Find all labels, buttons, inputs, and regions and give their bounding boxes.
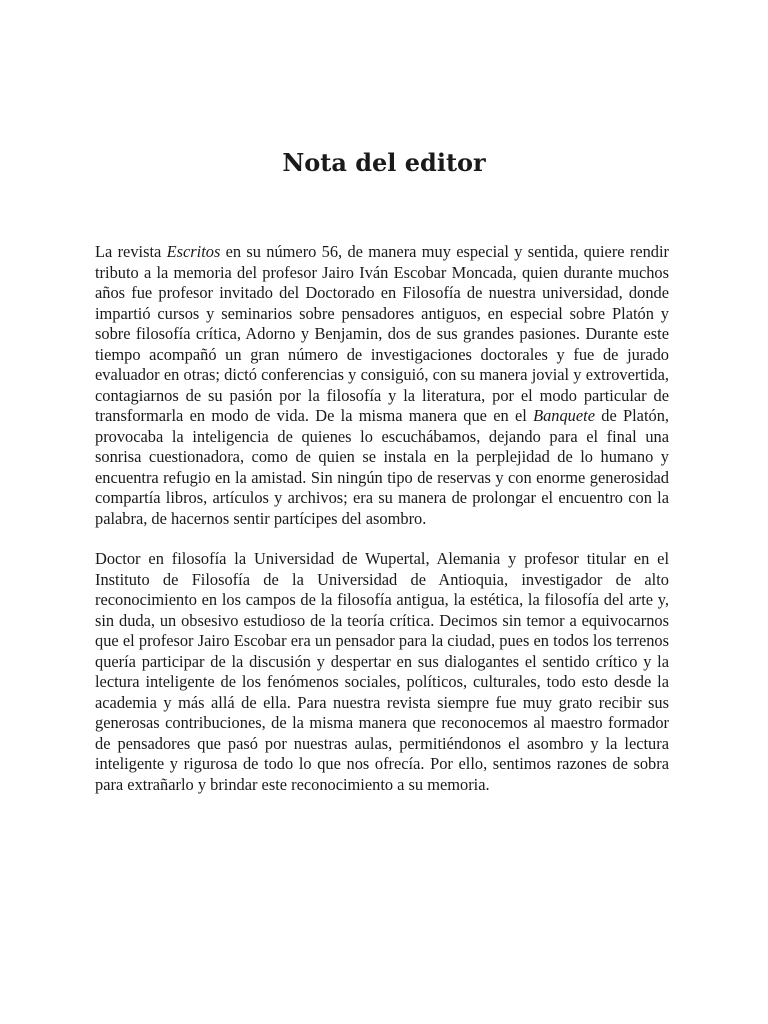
text-segment: de Platón, provocaba la inteligencia de quienes lo escuchábamos, dejando para el final una sonrisa cuestionadora, como de quien se instala en la perplejidad de lo humano y encuentra refugio en la amistad. Sin ningún tipo de reservas y con enorme generosidad compartía libros, artículos y archivos; era su manera de prolongar el encuentro con la palabra, de hacernos sentir partícipes del asombro. bbox=[95, 406, 670, 528]
italic-segment: Banquete bbox=[533, 406, 595, 425]
italic-segment: Escritos bbox=[166, 242, 221, 261]
text-segment: La revista bbox=[95, 242, 167, 261]
body-text bbox=[95, 242, 669, 795]
paragraph-1 bbox=[95, 242, 669, 529]
paragraph-2 bbox=[95, 549, 669, 795]
text-segment: en su número 56, de manera muy especial y sentida, quiere rendir tributo a la memoria del profesor Jairo Iván Escobar Moncada, quien durante muchos años fue profesor invitado del Doctorado en Filosofía de nuestra universidad, donde impartió cursos y seminarios sobre pensadores antiguos, en especial sobre Platón y sobre filosofía crítica, Adorno y Benjamin, dos de sus grandes pasiones. Durante este tiempo acompañó un gran número de investigaciones doctorales y fue de jurado evaluador en otras; dictó conferencias y consiguió, con su manera jovial y extrovertida, contagiarnos de su pasión por la filosofía y la literatura, por el modo particular de transformarla en modo de vida. De la misma manera que en el bbox=[95, 242, 669, 425]
text-segment: Doctor en filosofía la Universidad de Wupertal, Alemania y profesor titular en el Instituto de Filosofía de la Universidad de Antioquia, investigador de alto reconocimiento en los campos de la filosofía antigua, la estética, la filosofía del arte y, sin duda, un obsesivo estudioso de la teoría crítica. Decimos sin temor a equivocarnos que el profesor Jairo Escobar era un pensador para la ciudad, pues en todos los terrenos quería participar de la discusión y despertar en sus dialogantes el sentido crítico y la lectura inteligente de los fenómenos sociales, políticos, culturales, todo esto desde la academia y más allá de ella. Para nuestra revista siempre fue muy grato recibir sus generosas contribuciones, de la misma manera que reconocemos al maestro formador de pensadores que pasó por nuestras aulas, permitiéndonos el asombro y la lectura inteligente y rigurosa de todo lo que nos ofrecía. Por ello, sentimos razones de sobra para extrañarlo y brindar este reconocimiento a su memoria. bbox=[95, 549, 669, 794]
page-title: Nota del editor bbox=[282, 148, 486, 177]
